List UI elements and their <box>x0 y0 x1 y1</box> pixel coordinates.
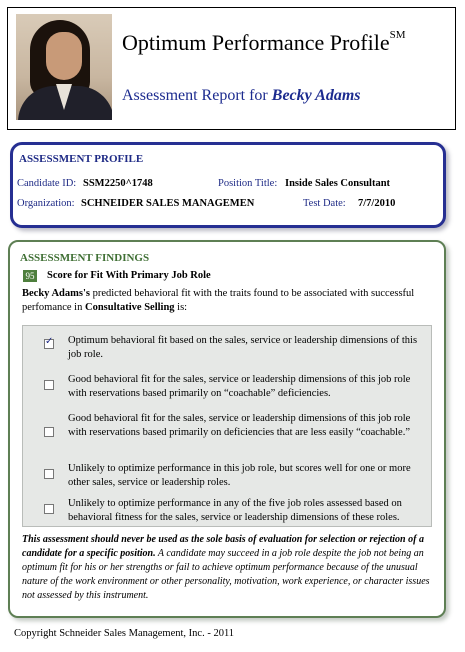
organization-value: SCHNEIDER SALES MANAGEMEN <box>81 198 255 209</box>
fit-option-text: Optimum behavioral fit based on the sales, service or leadership dimensions of this job role. <box>68 335 418 360</box>
fit-options-box <box>22 325 432 527</box>
disclaimer: This assessment should never be used as the sole basis of evaluation for selection or rejection of a candidate for a specific position. A candidate may succeed in a job role despite the job not being an optimum fit for his or her strengths or fail to achieve optimum performance because of the unusual nature of the work environment or other personality, motivation, work experience, or character issues not assessed by this instrument. <box>22 534 430 601</box>
fit-option-text: Unlikely to optimize performance in any of the five job roles assessed based on behavioral fitness for the sales, service or leadership dimensions of these roles. <box>68 498 402 523</box>
candidate-name: Becky Adams <box>271 87 361 104</box>
organization-label: Organization: <box>17 198 75 209</box>
service-mark: SM <box>389 28 406 41</box>
fit-option-checkbox[interactable] <box>44 504 54 514</box>
fit-option-checkbox[interactable] <box>44 469 54 479</box>
fit-option-checkbox[interactable] <box>44 380 54 390</box>
position-title-label: Position Title: <box>218 178 278 189</box>
fit-option-checkbox[interactable] <box>44 339 54 349</box>
report-title: Optimum Performance Profile℠ <box>122 28 406 55</box>
fit-option-checkbox[interactable] <box>44 427 54 437</box>
candidate-photo <box>16 14 112 120</box>
fit-option-text: Good behavioral fit for the sales, service or leadership dimensions of this job role with reservations based primarily on deficiencies that are less easily “coachable.” <box>68 413 411 438</box>
assessment-findings-panel <box>8 240 446 618</box>
test-date-value: 7/7/2010 <box>358 198 396 209</box>
fit-option-text: Good behavioral fit for the sales, service or leadership dimensions of this job role with reservations based primarily on “coachable” deficiencies. <box>68 374 411 399</box>
report-header <box>7 7 456 130</box>
report-subtitle: Assessment Report for Becky Adams <box>122 87 361 104</box>
profile-section-title: ASSESSMENT PROFILE <box>19 153 144 165</box>
findings-section-title: ASSESSMENT FINDINGS <box>20 252 150 264</box>
score-label: Score for Fit With Primary Job Role <box>47 270 211 281</box>
candidate-id-label: Candidate ID: <box>17 178 77 189</box>
copyright-footer: Copyright Schneider Sales Management, Inc. - 2011 <box>14 628 235 639</box>
candidate-id-value: SSM2250^1748 <box>83 178 153 189</box>
position-title-value: Inside Sales Consultant <box>285 178 391 189</box>
assessment-profile-panel <box>10 142 446 228</box>
score-badge: 95 <box>23 270 37 282</box>
findings-intro: Becky Adams's predicted behavioral fit with the traits found to be associated with successful perfomance in Consultative Selling is: <box>22 288 415 313</box>
fit-option-text: Unlikely to optimize performance in this job role, but scores well for one or more other sales, service or leadership roles. <box>68 463 411 488</box>
test-date-label: Test Date: <box>303 198 346 209</box>
